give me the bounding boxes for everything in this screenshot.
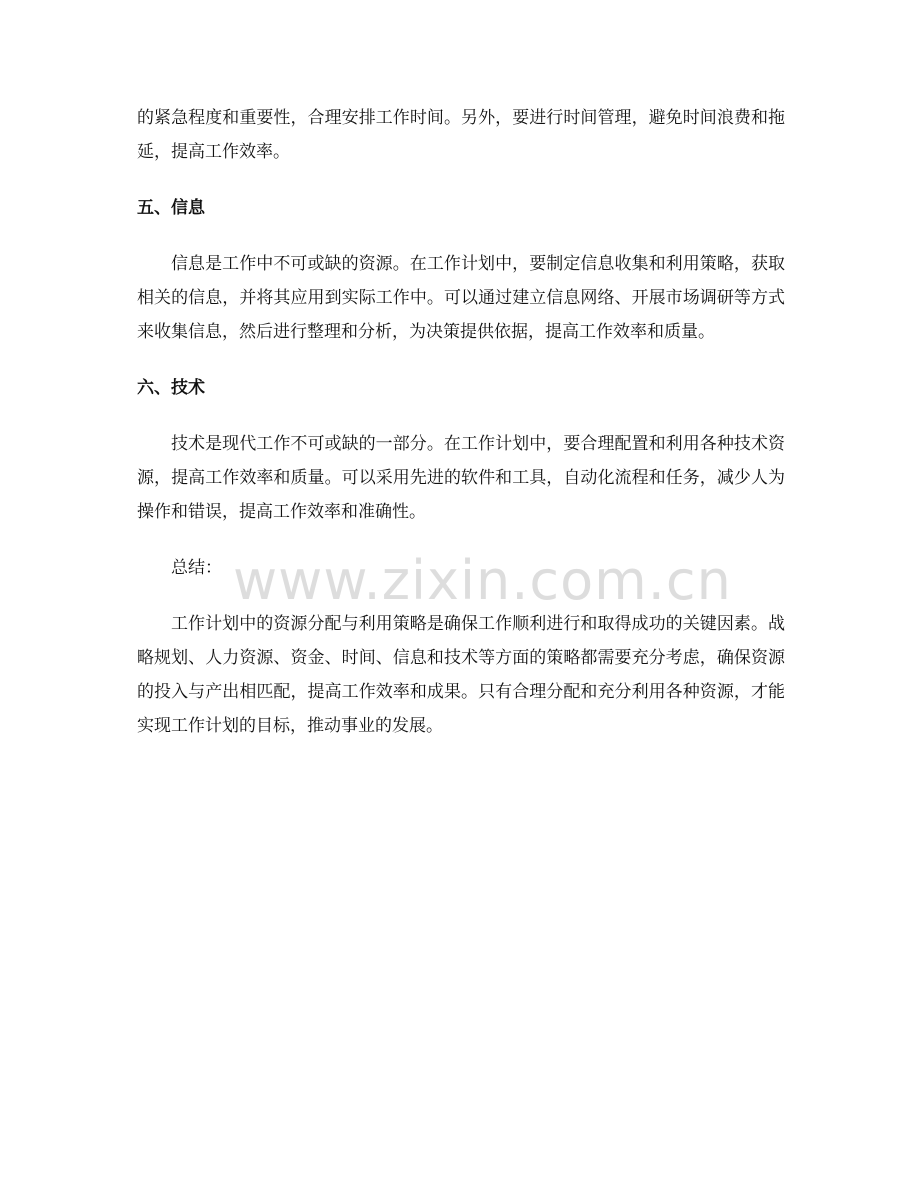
intro-paragraph: 的紧急程度和重要性，合理安排工作时间。另外，要进行时间管理，避免时间浪费和拖延，提高工作效率。 — [137, 108, 785, 162]
section-body-information: 信息是工作中不可或缺的资源。在工作计划中，要制定信息收集和利用策略，获取相关的信息，并将其应用到实际工作中。可以通过建立信息网络、开展市场调研等方式来收集信息，然后进行整理和分析，为决策提供依据，提高工作效率和质量。 — [137, 254, 785, 342]
section-body-technology: 技术是现代工作不可或缺的一部分。在工作计划中，要合理配置和利用各种技术资源，提高工作效率和质量。可以采用先进的软件和工具，自动化流程和任务，减少人为操作和错误，提高工作效率和准确性。 — [137, 434, 785, 522]
document-body — [137, 101, 785, 743]
summary-body: 工作计划中的资源分配与利用策略是确保工作顺利进行和取得成功的关键因素。战略规划、人力资源、资金、时间、信息和技术等方面的策略都需要充分考虑，确保资源的投入与产出相匹配，提高工作效率和成果。只有合理分配和充分利用各种资源，才能实现工作计划的目标，推动事业的发展。 — [137, 614, 785, 736]
summary-label: 总结： — [171, 558, 222, 578]
section-heading-information: 五、信息 — [137, 198, 205, 218]
watermark: www.zixin.com.cn — [233, 549, 732, 612]
section-heading-technology: 六、技术 — [137, 378, 205, 398]
